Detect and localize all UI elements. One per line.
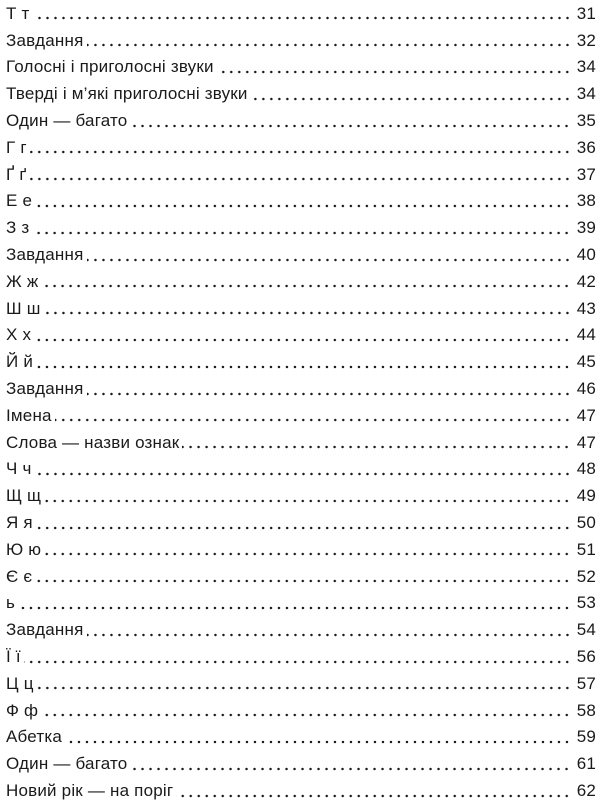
toc-entry[interactable]: [6, 536, 596, 563]
toc-entry[interactable]: [6, 241, 596, 268]
toc-entry[interactable]: [6, 482, 596, 509]
toc-entry-page: 36: [576, 137, 596, 157]
toc-entry-page: 49: [576, 486, 596, 506]
dot-leader: [182, 445, 571, 449]
dot-leader: [35, 472, 571, 476]
dot-leader: [87, 633, 571, 637]
toc-entry-title: Ж ж: [6, 271, 39, 291]
toc-entry-page: 61: [576, 754, 596, 774]
toc-entry-title: Ч ч: [6, 459, 32, 479]
toc-entry-page: 32: [576, 30, 596, 50]
toc-entry-title: Ґ ґ: [6, 164, 27, 184]
toc-entry-title: Г г: [6, 137, 27, 157]
dot-leader: [217, 70, 571, 74]
toc-entry-title: Тверді і м’які приголосні звуки: [6, 84, 248, 104]
toc-entry-title: Голосні і приголосні звуки: [6, 57, 214, 77]
toc-entry-title: Слова — назви ознак: [6, 432, 180, 452]
toc-entry-title: Абетка: [6, 727, 63, 747]
toc-entry-title: Імена: [6, 405, 52, 425]
toc-entry-title: Завдання: [6, 379, 84, 399]
toc-entry-page: 54: [576, 620, 596, 640]
dot-leader: [251, 97, 571, 101]
toc-entry[interactable]: [6, 54, 596, 81]
dot-leader: [44, 552, 571, 556]
table-of-contents: [6, 0, 596, 804]
toc-entry-page: 50: [576, 513, 596, 533]
toc-entry-title: Ш ш: [6, 298, 41, 318]
toc-entry[interactable]: [6, 0, 596, 27]
toc-entry-page: 38: [576, 191, 596, 211]
toc-entry[interactable]: [6, 27, 596, 54]
toc-entry-page: 48: [576, 459, 596, 479]
dot-leader: [130, 767, 571, 771]
toc-entry[interactable]: [6, 697, 596, 724]
dot-leader: [87, 258, 571, 262]
toc-entry-title: Завдання: [6, 30, 84, 50]
toc-entry[interactable]: [6, 429, 596, 456]
toc-entry[interactable]: [6, 724, 596, 751]
toc-entry[interactable]: [6, 777, 596, 804]
toc-entry[interactable]: [6, 214, 596, 241]
dot-leader: [35, 579, 571, 583]
dot-leader: [41, 713, 571, 717]
toc-entry-page: 43: [576, 298, 596, 318]
toc-entry[interactable]: [6, 295, 596, 322]
toc-entry[interactable]: [6, 375, 596, 402]
toc-entry-title: Завдання: [6, 620, 84, 640]
toc-entry[interactable]: [6, 509, 596, 536]
toc-entry[interactable]: [6, 563, 596, 590]
toc-entry-page: 37: [576, 164, 596, 184]
dot-leader: [130, 124, 571, 128]
toc-entry-page: 44: [576, 325, 596, 345]
toc-entry[interactable]: [6, 643, 596, 670]
toc-entry-page: 39: [576, 218, 596, 238]
toc-entry[interactable]: [6, 402, 596, 429]
dot-leader: [41, 284, 571, 288]
toc-entry-title: ь: [6, 593, 16, 613]
dot-leader: [30, 177, 571, 181]
toc-entry-title: Я я: [6, 513, 33, 533]
toc-entry-title: З з: [6, 218, 30, 238]
toc-entry[interactable]: [6, 188, 596, 215]
toc-entry[interactable]: [6, 590, 596, 617]
toc-entry-title: Ц ц: [6, 673, 34, 693]
toc-entry[interactable]: [6, 456, 596, 483]
toc-entry-title: Ю ю: [6, 539, 42, 559]
toc-entry[interactable]: [6, 322, 596, 349]
toc-entry[interactable]: [6, 750, 596, 777]
toc-entry[interactable]: [6, 161, 596, 188]
toc-entry-page: 34: [576, 84, 596, 104]
dot-leader: [44, 311, 571, 315]
toc-entry-page: 47: [576, 405, 596, 425]
dot-leader: [24, 660, 571, 664]
toc-entry-title: Ф ф: [6, 700, 39, 720]
toc-entry-title: Е е: [6, 191, 33, 211]
toc-entry-page: 45: [576, 352, 596, 372]
toc-entry[interactable]: [6, 616, 596, 643]
dot-leader: [34, 338, 571, 342]
dot-leader: [36, 526, 571, 530]
toc-entry-title: Й й: [6, 352, 34, 372]
toc-entry[interactable]: [6, 348, 596, 375]
toc-entry[interactable]: [6, 670, 596, 697]
toc-entry-page: 51: [576, 539, 596, 559]
dot-leader: [37, 686, 571, 690]
toc-entry-page: 40: [576, 245, 596, 265]
toc-entry-title: Один — багато: [6, 111, 128, 131]
toc-entry-page: 53: [576, 593, 596, 613]
toc-entry-title: Є є: [6, 566, 33, 586]
toc-entry[interactable]: [6, 268, 596, 295]
toc-entry-title: Завдання: [6, 245, 84, 265]
toc-entry-page: 35: [576, 111, 596, 131]
toc-entry-title: Х х: [6, 325, 32, 345]
toc-entry-page: 58: [576, 700, 596, 720]
dot-leader: [87, 392, 571, 396]
toc-entry-page: 57: [576, 673, 596, 693]
dot-leader: [65, 740, 571, 744]
dot-leader: [176, 794, 571, 798]
dot-leader: [18, 606, 571, 610]
toc-entry-page: 62: [576, 781, 596, 800]
dot-leader: [30, 150, 571, 154]
toc-entry-title: Один — багато: [6, 754, 128, 774]
dot-leader: [32, 231, 571, 235]
toc-entry[interactable]: [6, 134, 596, 161]
toc-entry-title: Ї ї: [6, 647, 21, 667]
toc-entry-page: 34: [576, 57, 596, 77]
toc-entry-page: 31: [576, 3, 596, 23]
toc-entry-page: 42: [576, 271, 596, 291]
toc-entry-title: Т т: [6, 3, 30, 23]
toc-entry-page: 46: [576, 379, 596, 399]
dot-leader: [35, 204, 571, 208]
dot-leader: [87, 43, 571, 47]
dot-leader: [36, 365, 571, 369]
toc-entry-title: Новий рік — на поріг: [6, 781, 174, 800]
toc-entry-page: 56: [576, 647, 596, 667]
toc-entry-page: 52: [576, 566, 596, 586]
dot-leader: [33, 16, 572, 20]
toc-entry[interactable]: [6, 107, 596, 134]
toc-entry-title: Щ щ: [6, 486, 42, 506]
toc-entry-page: 47: [576, 432, 596, 452]
dot-leader: [44, 499, 571, 503]
dot-leader: [55, 418, 571, 422]
toc-entry-page: 59: [576, 727, 596, 747]
toc-entry[interactable]: [6, 80, 596, 107]
